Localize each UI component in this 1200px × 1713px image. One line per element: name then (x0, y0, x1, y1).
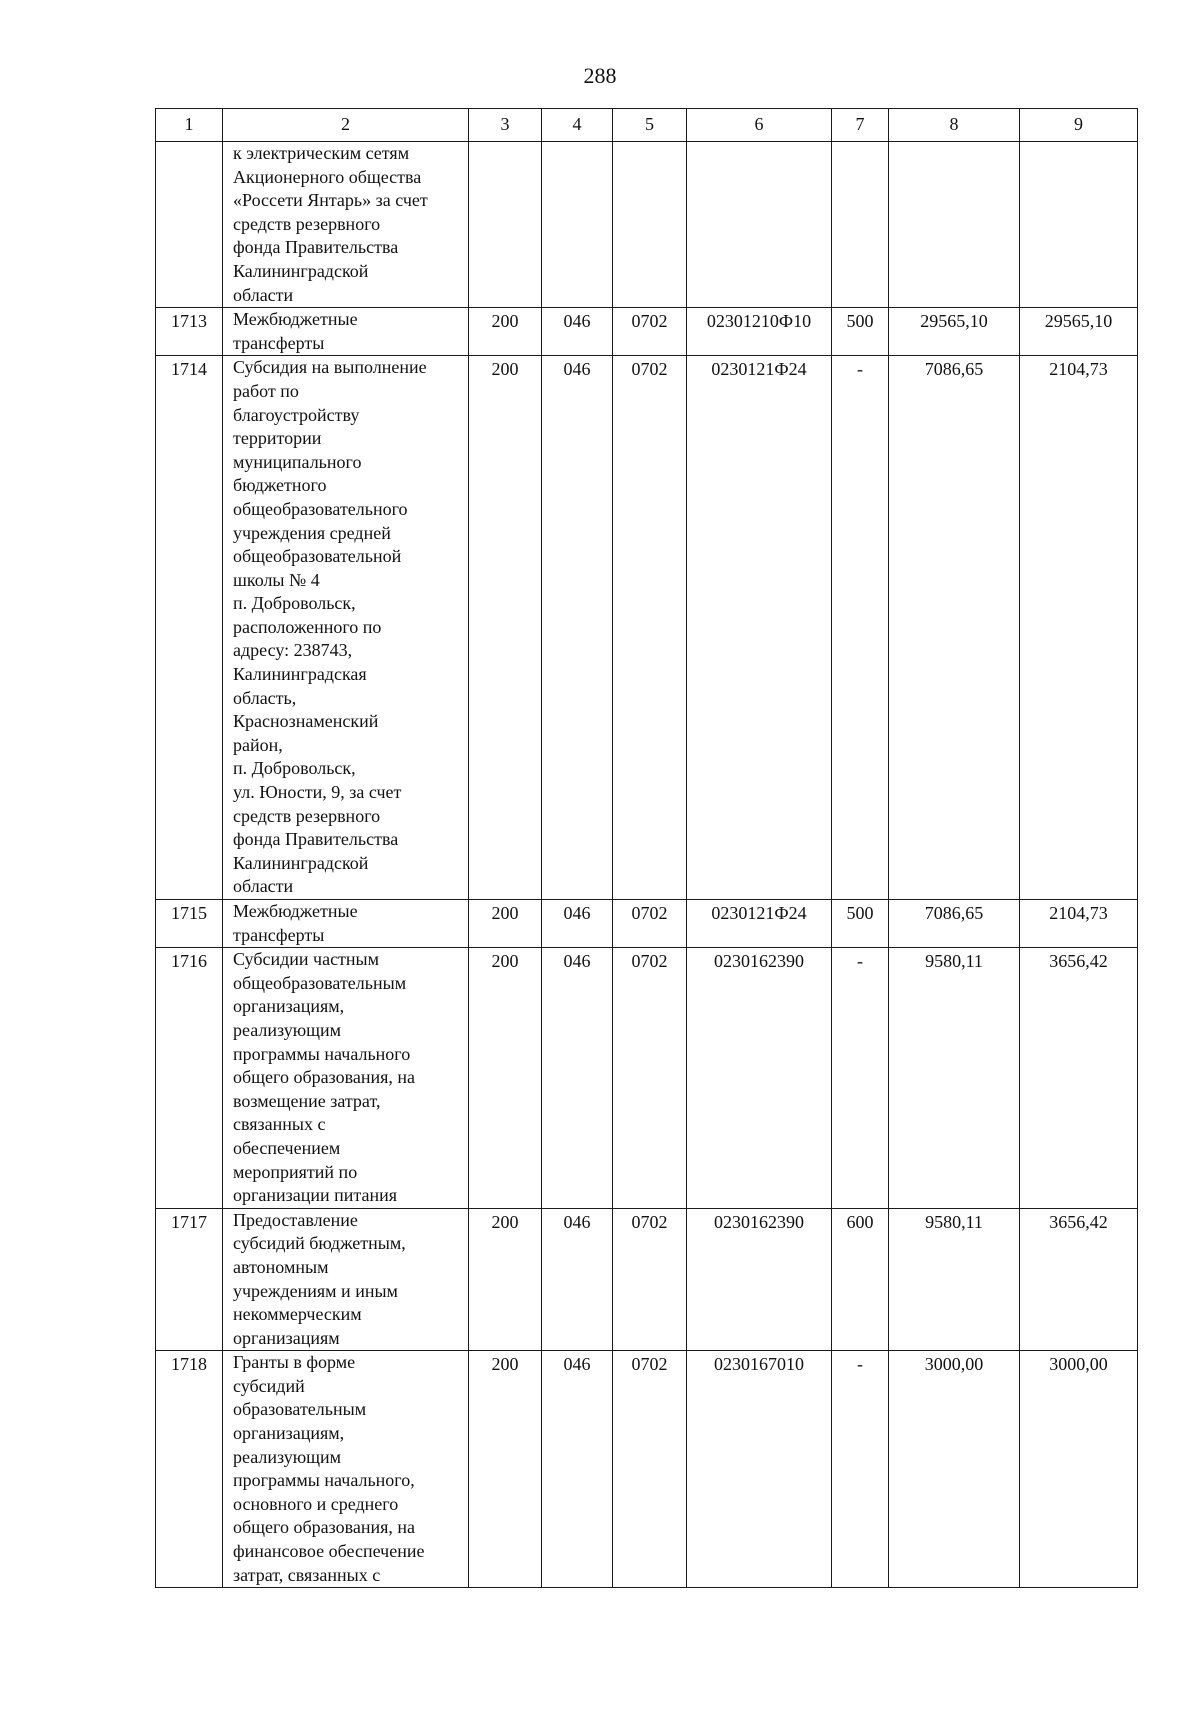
column-header: 4 (542, 109, 613, 142)
table-row (156, 356, 1138, 900)
cell-col4: 046 (542, 308, 613, 356)
cell-col7: - (832, 1351, 889, 1588)
row-name (223, 308, 469, 356)
row-name (223, 1351, 469, 1588)
row-number: 1715 (156, 900, 223, 948)
column-header: 9 (1020, 109, 1138, 142)
table-row (156, 308, 1138, 356)
page-number: 288 (583, 63, 617, 88)
cell-col5: 0702 (613, 308, 687, 356)
cell-col4: 046 (542, 356, 613, 900)
column-header: 8 (889, 109, 1020, 142)
row-name-text: Гранты в форме субсидий образовательным организациям, реализующим программы начального, основного и среднего общего образования, на финансовое обеспечение затрат, связанных с (233, 1352, 425, 1585)
cell-col8: 9580,11 (889, 1208, 1020, 1351)
table-row (156, 948, 1138, 1209)
cell-col3 (469, 142, 542, 308)
cell-col9: 2104,73 (1020, 356, 1138, 900)
column-header-row (156, 109, 1138, 142)
cell-col7: 600 (832, 1208, 889, 1351)
cell-col8: 9580,11 (889, 948, 1020, 1209)
table-row (156, 1351, 1138, 1588)
row-name (223, 900, 469, 948)
row-name (223, 356, 469, 900)
table-row (156, 900, 1138, 948)
cell-col6: 0230162390 (687, 948, 832, 1209)
row-number: 1718 (156, 1351, 223, 1588)
cell-col5 (613, 142, 687, 308)
cell-col9: 3000,00 (1020, 1351, 1138, 1588)
cell-col3: 200 (469, 900, 542, 948)
cell-col9 (1020, 142, 1138, 308)
cell-col3: 200 (469, 948, 542, 1209)
row-number (156, 142, 223, 308)
cell-col7: - (832, 356, 889, 900)
row-name-text: Межбюджетные трансферты (233, 901, 358, 945)
cell-col7: 500 (832, 308, 889, 356)
cell-col9: 2104,73 (1020, 900, 1138, 948)
cell-col5: 0702 (613, 948, 687, 1209)
cell-col7 (832, 142, 889, 308)
cell-col8: 7086,65 (889, 356, 1020, 900)
row-name-text: к электрическим сетям Акционерного общества «Россети Янтарь» за счет средств резервного фонда Правительства Калининградской области (233, 143, 428, 305)
row-number: 1713 (156, 308, 223, 356)
row-name-text: Межбюджетные трансферты (233, 309, 358, 353)
cell-col3: 200 (469, 356, 542, 900)
cell-col6: 0230121Ф24 (687, 900, 832, 948)
cell-col4 (542, 142, 613, 308)
cell-col4: 046 (542, 1208, 613, 1351)
cell-col8: 29565,10 (889, 308, 1020, 356)
cell-col7: 500 (832, 900, 889, 948)
row-name-text: Предоставление субсидий бюджетным, автономным учреждениям и иным некоммерческим организациям (233, 1209, 406, 1348)
cell-col6: 0230167010 (687, 1351, 832, 1588)
cell-col5: 0702 (613, 900, 687, 948)
row-name-text: Субсидии частным общеобразовательным организациям, реализующим программы начального общего образования, на возмещение затрат, связанных с обеспечением мероприятий по организации питания (233, 949, 416, 1206)
cell-col8 (889, 142, 1020, 308)
cell-col3: 200 (469, 308, 542, 356)
cell-col5: 0702 (613, 1351, 687, 1588)
cell-col6: 02301210Ф10 (687, 308, 832, 356)
column-header: 3 (469, 109, 542, 142)
cell-col4: 046 (542, 948, 613, 1209)
budget-table (155, 108, 1138, 1588)
row-name (223, 948, 469, 1209)
cell-col9: 3656,42 (1020, 1208, 1138, 1351)
row-name (223, 142, 469, 308)
cell-col5: 0702 (613, 1208, 687, 1351)
row-name-text: Субсидия на выполнение работ по благоустройству территории муниципального бюджетного общеобразовательного учреждения средней общеобразовательной школы № 4 п. Добровольск, расположенного по адресу: 238743, Калининградская область, Краснознаменский район, п. Добровольск, ул. Юности, 9, за счет средств резервного фонда Правительства Калининградской области (233, 357, 427, 897)
cell-col8: 3000,00 (889, 1351, 1020, 1588)
table-row (156, 1208, 1138, 1351)
column-header: 6 (687, 109, 832, 142)
cell-col4: 046 (542, 1351, 613, 1588)
cell-col4: 046 (542, 900, 613, 948)
cell-col6: 0230121Ф24 (687, 356, 832, 900)
cell-col3: 200 (469, 1208, 542, 1351)
row-number: 1717 (156, 1208, 223, 1351)
cell-col7: - (832, 948, 889, 1209)
cell-col6: 0230162390 (687, 1208, 832, 1351)
column-header: 2 (223, 109, 469, 142)
cell-col9: 3656,42 (1020, 948, 1138, 1209)
cell-col9: 29565,10 (1020, 308, 1138, 356)
cell-col8: 7086,65 (889, 900, 1020, 948)
table-row (156, 142, 1138, 308)
column-header: 1 (156, 109, 223, 142)
cell-col6 (687, 142, 832, 308)
cell-col5: 0702 (613, 356, 687, 900)
row-number: 1716 (156, 948, 223, 1209)
column-header: 7 (832, 109, 889, 142)
row-number: 1714 (156, 356, 223, 900)
cell-col3: 200 (469, 1351, 542, 1588)
column-header: 5 (613, 109, 687, 142)
row-name (223, 1208, 469, 1351)
